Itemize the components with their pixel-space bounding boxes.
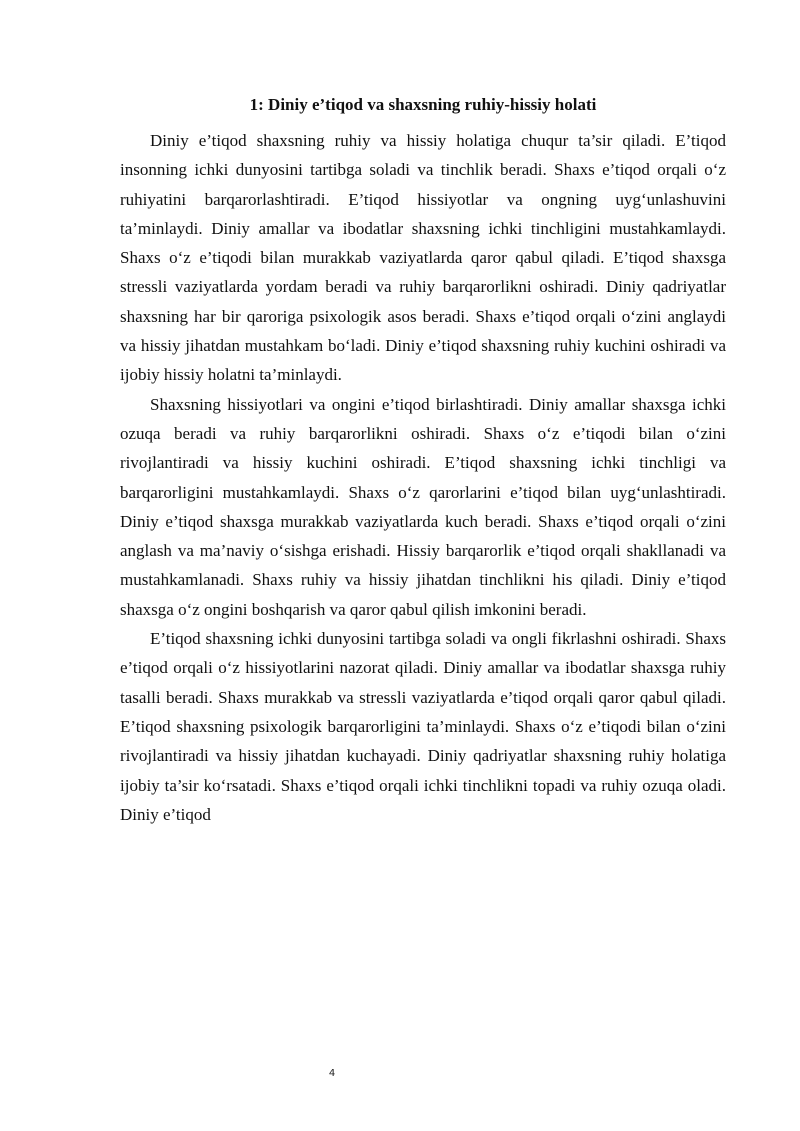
page-number: 4 [328,1068,336,1079]
section-heading: 1: Diniy e’tiqod va shaxsning ruhiy-hissiy holati [249,95,597,114]
paragraph-3: E’tiqod shaxsning ichki dunyosini tartibga soladi va ongli fikrlashni oshiradi. Shaxs e’tiqod orqali o‘z hissiyotlarini nazorat qiladi. Diniy amallar va ibodatlar shaxsga ruhiy tasalli beradi. Shaxs murakkab va stressli vaziyatlarda e’tiqod orqali qaror qabul qiladi. E’tiqod shaxsning psixologik barqarorligini ta’minlaydi. Shaxs o‘z e’tiqodi bilan o‘zini rivojlantiradi va hissiy jihatdan kuchayadi. Diniy qadriyatlar shaxsning ruhiy holatiga ijobiy ta’sir ko‘rsatadi. Shaxs e’tiqod orqali ichki tinchlikni topadi va ruhiy ozuqa oladi. Diniy e’tiqod [120,629,726,824]
paragraph-2: Shaxsning hissiyotlari va ongini e’tiqod birlashtiradi. Diniy amallar shaxsga ichki ozuqa beradi va ruhiy barqarorlikni oshiradi. Shaxs o‘z e’tiqodi bilan o‘zini rivojlantiradi va hissiy kuchini oshiradi. E’tiqod shaxsning ichki tinchligi va barqarorligini mustahkamlaydi. Shaxs o‘z qarorlarini e’tiqod bilan uyg‘unlashtiradi. Diniy e’tiqod shaxsga murakkab vaziyatlarda kuch beradi. Shaxs e’tiqod orqali o‘zini anglash va ma’naviy o‘sishga erishadi. Hissiy barqarorlik e’tiqod orqali shakllanadi va mustahkamlanadi. Shaxs ruhiy va hissiy jihatdan tinchlikni his qiladi. Diniy e’tiqod shaxsga o‘z ongini boshqarish va qaror qabul qilish imkonini beradi. [120,394,726,619]
page-body [120,88,726,829]
paragraph-1: Diniy e’tiqod shaxsning ruhiy va hissiy holatiga chuqur ta’sir qiladi. E’tiqod insonning ichki dunyosini tartibga soladi va tinchlik beradi. Shaxs e’tiqod orqali o‘z ruhiyatini barqarorlashtiradi. E’tiqod hissiyotlar va ongning uyg‘unlashuvini ta’minlaydi. Diniy amallar va ibodatlar shaxsning ichki tinchligini mustahkamlaydi. Shaxs o‘z e’tiqodi bilan murakkab vaziyatlarda qaror qabul qiladi. E’tiqod shaxsga stressli vaziyatlarda yordam beradi va ruhiy barqarorlikni oshiradi. Diniy qadriyatlar shaxsning har bir qaroriga psixologik asos beradi. Shaxs e’tiqod orqali o‘zini anglaydi va hissiy jihatdan mustahkam bo‘ladi. Diniy e’tiqod shaxsning ruhiy kuchini oshiradi va ijobiy hissiy holatni ta’minlaydi. [120,131,726,385]
